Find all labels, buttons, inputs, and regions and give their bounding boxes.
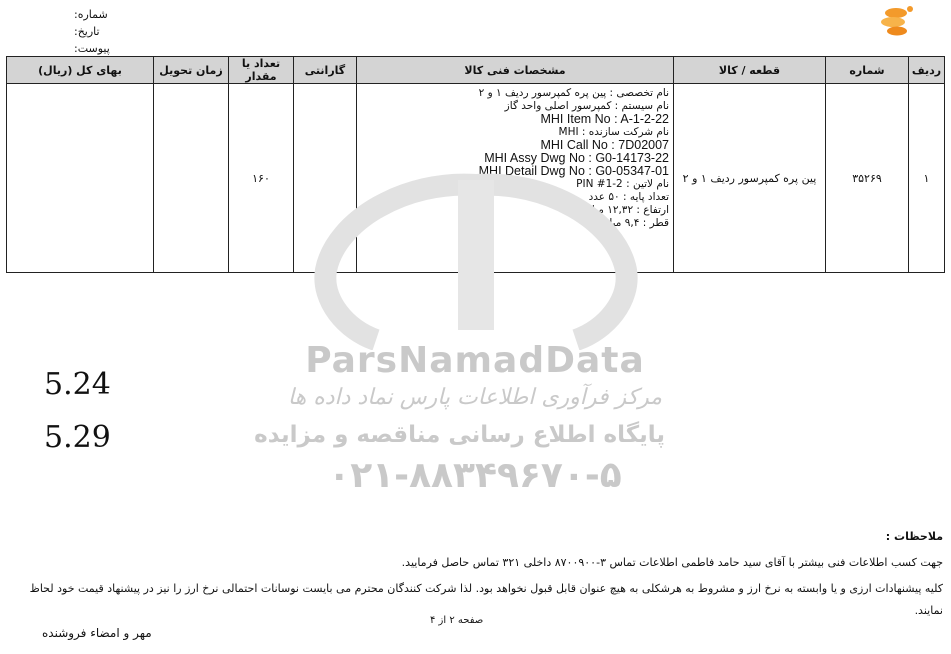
watermark-phone: ۰۲۱-۸۸۳۴۹۶۷۰-۵: [328, 455, 622, 496]
cell-row: ۱: [909, 84, 945, 273]
sepahan-logo-icon: [868, 3, 928, 39]
spec-line: MHI Assy Dwg No : G0-14173-22: [484, 151, 669, 165]
spec-line: MHI Call No : 7D02007: [540, 138, 669, 152]
col-header-code: شماره: [826, 57, 909, 84]
spec-line: قطر : ۹,۴ میلیمتر: [590, 217, 669, 229]
number-label: شماره:: [74, 8, 108, 21]
spec-line: نام تخصصی : پین پره کمپرسور ردیف ۱ و ۲: [478, 87, 669, 99]
cell-qty: ۱۶۰: [229, 84, 294, 273]
col-header-delivery: زمان تحویل: [154, 57, 229, 84]
spec-line: نام شرکت سازنده : MHI: [558, 126, 669, 138]
watermark-line2: پایگاه اطلاع رسانی مناقصه و مزایده: [254, 422, 665, 448]
table-header-row: [7, 57, 945, 84]
handwritten-date-2: 5.29: [44, 420, 111, 455]
handwritten-date-1: 5.24: [44, 367, 111, 402]
attachment-label: پیوست:: [74, 42, 110, 55]
col-header-spec: مشخصات فنی کالا: [357, 57, 674, 84]
col-header-qty: تعداد یا مقدار: [229, 57, 294, 84]
col-header-warranty: گارانتی: [294, 57, 357, 84]
watermark-line1: مرکز فرآوری اطلاعات پارس نماد داده ها: [287, 385, 663, 410]
notes-title: ملاحظات :: [885, 530, 943, 543]
col-header-part: قطعه / کالا: [674, 57, 826, 84]
page-number: صفحه ۲ از ۴: [430, 615, 484, 626]
note-item: جهت کسب اطلاعات فنی بیشتر با آقای سید حامد فاطمی اطلاعات تماس ۳-۸۷۰۰۹۰۰ داخلی ۳۲۱ تماس حاصل فرمایید.: [401, 556, 943, 569]
col-header-row: ردیف: [909, 57, 945, 84]
company-logo: [868, 3, 928, 49]
spec-line: نام لاتین : PIN #1-2: [576, 178, 669, 190]
spec-line: MHI Item No : A-1-2-22: [540, 112, 669, 126]
spec-line: تعداد پایه : ۵۰ عدد: [588, 191, 669, 203]
note-item: کلیه پیشنهادات ارزی و یا وابسته به نرخ ارز و مشروط به هرشکلی به هیچ عنوان قابل قبول نخواهد بود. لذا شرکت کنندگان محترم می بایست نوسانات احتمالی نرخ ارز را نیز در پیشنهاد قیمت خود لحاظ نمایند.: [29, 582, 943, 617]
date-label: تاریخ:: [74, 25, 100, 38]
cell-total: [7, 84, 154, 273]
col-header-total: بهای کل (ریال): [7, 57, 154, 84]
watermark-logo-icon: [286, 160, 666, 350]
cell-part: پین پره کمپرسور ردیف ۱ و ۲: [674, 84, 826, 273]
seller-signature-label: مهر و امضاء فروشنده: [42, 626, 152, 640]
watermark-brand: ParsNamadData: [305, 340, 645, 381]
cell-delivery: [154, 84, 229, 273]
spec-line: MHI Detail Dwg No : G0-05347-01: [478, 164, 669, 178]
spec-line: ارتفاع : ۱۲,۳۲ میلیمتر: [573, 204, 669, 216]
spec-line: نام سیستم : کمپرسور اصلی واحد گاز: [504, 100, 669, 112]
cell-code: ۳۵۲۶۹: [826, 84, 909, 273]
